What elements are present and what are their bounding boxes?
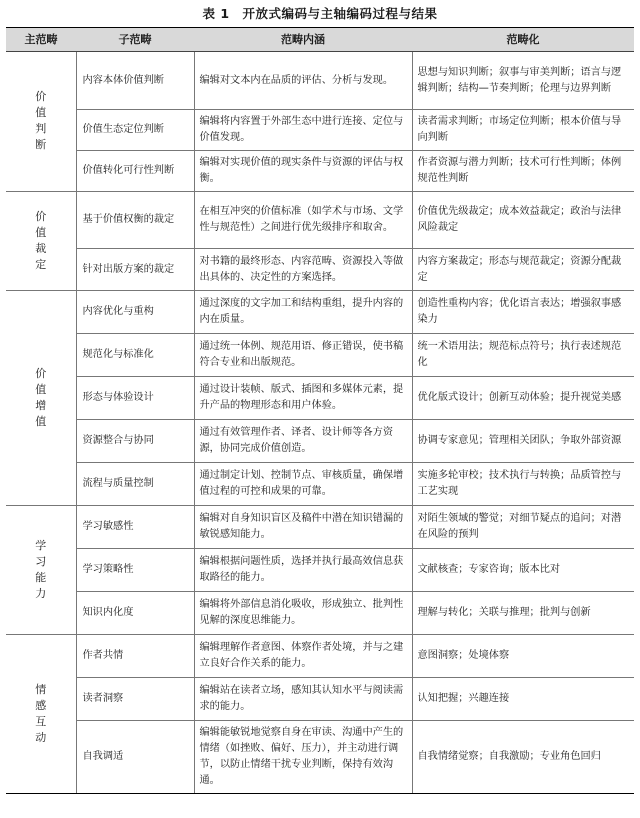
category-meaning-cell: 编辑对实现价值的现实条件与资源的评估与权衡。 (194, 151, 412, 192)
category-meaning-cell: 编辑能敏锐地觉察自身在审读、沟通中产生的情绪（如挫败、偏好、压力），并主动进行调节，以防止情绪干扰专业判断，保持有效沟通。 (194, 721, 412, 794)
category-meaning-cell: 通过设计装帧、版式、插图和多媒体元素，提升产品的物理形态和用户体验。 (194, 377, 412, 420)
category-meaning-cell: 编辑将内容置于外部生态中进行连接、定位与价值发现。 (194, 110, 412, 151)
sub-category-cell: 基于价值权衡的裁定 (76, 192, 194, 249)
main-category-label: 情感互动 (35, 682, 47, 744)
table-row (6, 377, 634, 420)
table-row (6, 249, 634, 291)
categorization-cell: 作者资源与潜力判断；技术可行性判断；体例规范性判断 (412, 151, 634, 192)
categorization-cell: 文献核查；专家咨询；版本比对 (412, 549, 634, 592)
category-meaning-cell: 编辑对自身知识盲区及稿件中潜在知识错漏的敏锐感知能力。 (194, 506, 412, 549)
categorization-cell: 读者需求判断；市场定位判断；根本价值与导向判断 (412, 110, 634, 151)
category-meaning-cell: 编辑理解作者意图、体察作者处境，并与之建立良好合作关系的能力。 (194, 635, 412, 678)
table-row (6, 291, 634, 334)
sub-category-cell: 流程与质量控制 (76, 463, 194, 506)
category-meaning-cell: 编辑站在读者立场，感知其认知水平与阅读需求的能力。 (194, 678, 412, 721)
sub-category-cell: 作者共情 (76, 635, 194, 678)
categorization-cell: 优化版式设计；创新互动体验；提升视觉美感 (412, 377, 634, 420)
sub-category-cell: 知识内化度 (76, 592, 194, 635)
sub-category-cell: 价值生态定位判断 (76, 110, 194, 151)
category-meaning-cell: 在相互冲突的价值标准（如学术与市场、文学性与规范性）之间进行优先级排序和取舍。 (194, 192, 412, 249)
coding-table (6, 27, 634, 794)
table-row (6, 635, 634, 678)
categorization-cell: 自我情绪觉察；自我激励；专业角色回归 (412, 721, 634, 794)
main-category-cell (6, 506, 76, 635)
table-row (6, 192, 634, 249)
header-categorization: 范畴化 (412, 28, 634, 52)
sub-category-cell: 内容本体价值判断 (76, 52, 194, 110)
categorization-cell: 实施多轮审校；技术执行与转换；品质管控与工艺实现 (412, 463, 634, 506)
category-meaning-cell: 对书籍的最终形态、内容范畴、资源投入等做出具体的、决定性的方案选择。 (194, 249, 412, 291)
main-category-label: 价值裁定 (35, 209, 47, 271)
header-category-meaning: 范畴内涵 (194, 28, 412, 52)
main-category-cell (6, 192, 76, 291)
category-meaning-cell: 通过制定计划、控制节点、审核质量，确保增值过程的可控和成果的可靠。 (194, 463, 412, 506)
table-row (6, 506, 634, 549)
sub-category-cell: 学习敏感性 (76, 506, 194, 549)
category-meaning-cell: 通过深度的文字加工和结构重组，提升内容的内在质量。 (194, 291, 412, 334)
sub-category-cell: 内容优化与重构 (76, 291, 194, 334)
table-row (6, 151, 634, 192)
category-meaning-cell: 编辑对文本内在品质的评估、分析与发现。 (194, 52, 412, 110)
categorization-cell: 意图洞察；处境体察 (412, 635, 634, 678)
categorization-cell: 统一术语用法；规范标点符号；执行表述规范化 (412, 334, 634, 377)
main-category-label: 学习能力 (35, 538, 47, 600)
header-row (6, 28, 634, 52)
main-category-label: 价值判断 (35, 90, 47, 151)
sub-category-cell: 规范化与标准化 (76, 334, 194, 377)
main-category-cell (6, 291, 76, 506)
categorization-cell: 理解与转化；关联与推理；批判与创新 (412, 592, 634, 635)
category-meaning-cell: 通过有效管理作者、译者、设计师等各方资源，协同完成价值创造。 (194, 420, 412, 463)
sub-category-cell: 自我调适 (76, 721, 194, 794)
table-row (6, 678, 634, 721)
table-row (6, 334, 634, 377)
sub-category-cell: 形态与体验设计 (76, 377, 194, 420)
category-meaning-cell: 编辑将外部信息消化吸收，形成独立、批判性见解的深度思维能力。 (194, 592, 412, 635)
categorization-cell: 认知把握；兴趣连接 (412, 678, 634, 721)
main-category-cell (6, 52, 76, 192)
header-main-category: 主范畴 (6, 28, 76, 52)
categorization-cell: 思想与知识判断；叙事与审美判断；语言与逻辑判断；结构—节奏判断；伦理与边界判断 (412, 52, 634, 110)
sub-category-cell: 读者洞察 (76, 678, 194, 721)
table-row (6, 463, 634, 506)
table-row (6, 420, 634, 463)
table-row (6, 592, 634, 635)
table-caption: 表 1 开放式编码与主轴编码过程与结果 (202, 6, 438, 21)
category-meaning-cell: 通过统一体例、规范用语、修正错误，使书稿符合专业和出版规范。 (194, 334, 412, 377)
categorization-cell: 价值优先级裁定；成本效益裁定；政治与法律风险裁定 (412, 192, 634, 249)
table-row (6, 110, 634, 151)
categorization-cell: 创造性重构内容；优化语言表达；增强叙事感染力 (412, 291, 634, 334)
header-sub-category: 子范畴 (76, 28, 194, 52)
main-category-cell (6, 635, 76, 794)
sub-category-cell: 价值转化可行性判断 (76, 151, 194, 192)
categorization-cell: 内容方案裁定；形态与规范裁定；资源分配裁定 (412, 249, 634, 291)
table-row (6, 721, 634, 794)
table-row (6, 549, 634, 592)
sub-category-cell: 学习策略性 (76, 549, 194, 592)
category-meaning-cell: 编辑根据问题性质，选择并执行最高效信息获取路径的能力。 (194, 549, 412, 592)
main-category-label: 价值增值 (35, 366, 47, 428)
table-body (6, 52, 634, 794)
table-row (6, 52, 634, 110)
sub-category-cell: 资源整合与协同 (76, 420, 194, 463)
sub-category-cell: 针对出版方案的裁定 (76, 249, 194, 291)
categorization-cell: 对陌生领域的警觉；对细节疑点的追问；对潜在风险的预判 (412, 506, 634, 549)
categorization-cell: 协调专家意见；管理相关团队；争取外部资源 (412, 420, 634, 463)
